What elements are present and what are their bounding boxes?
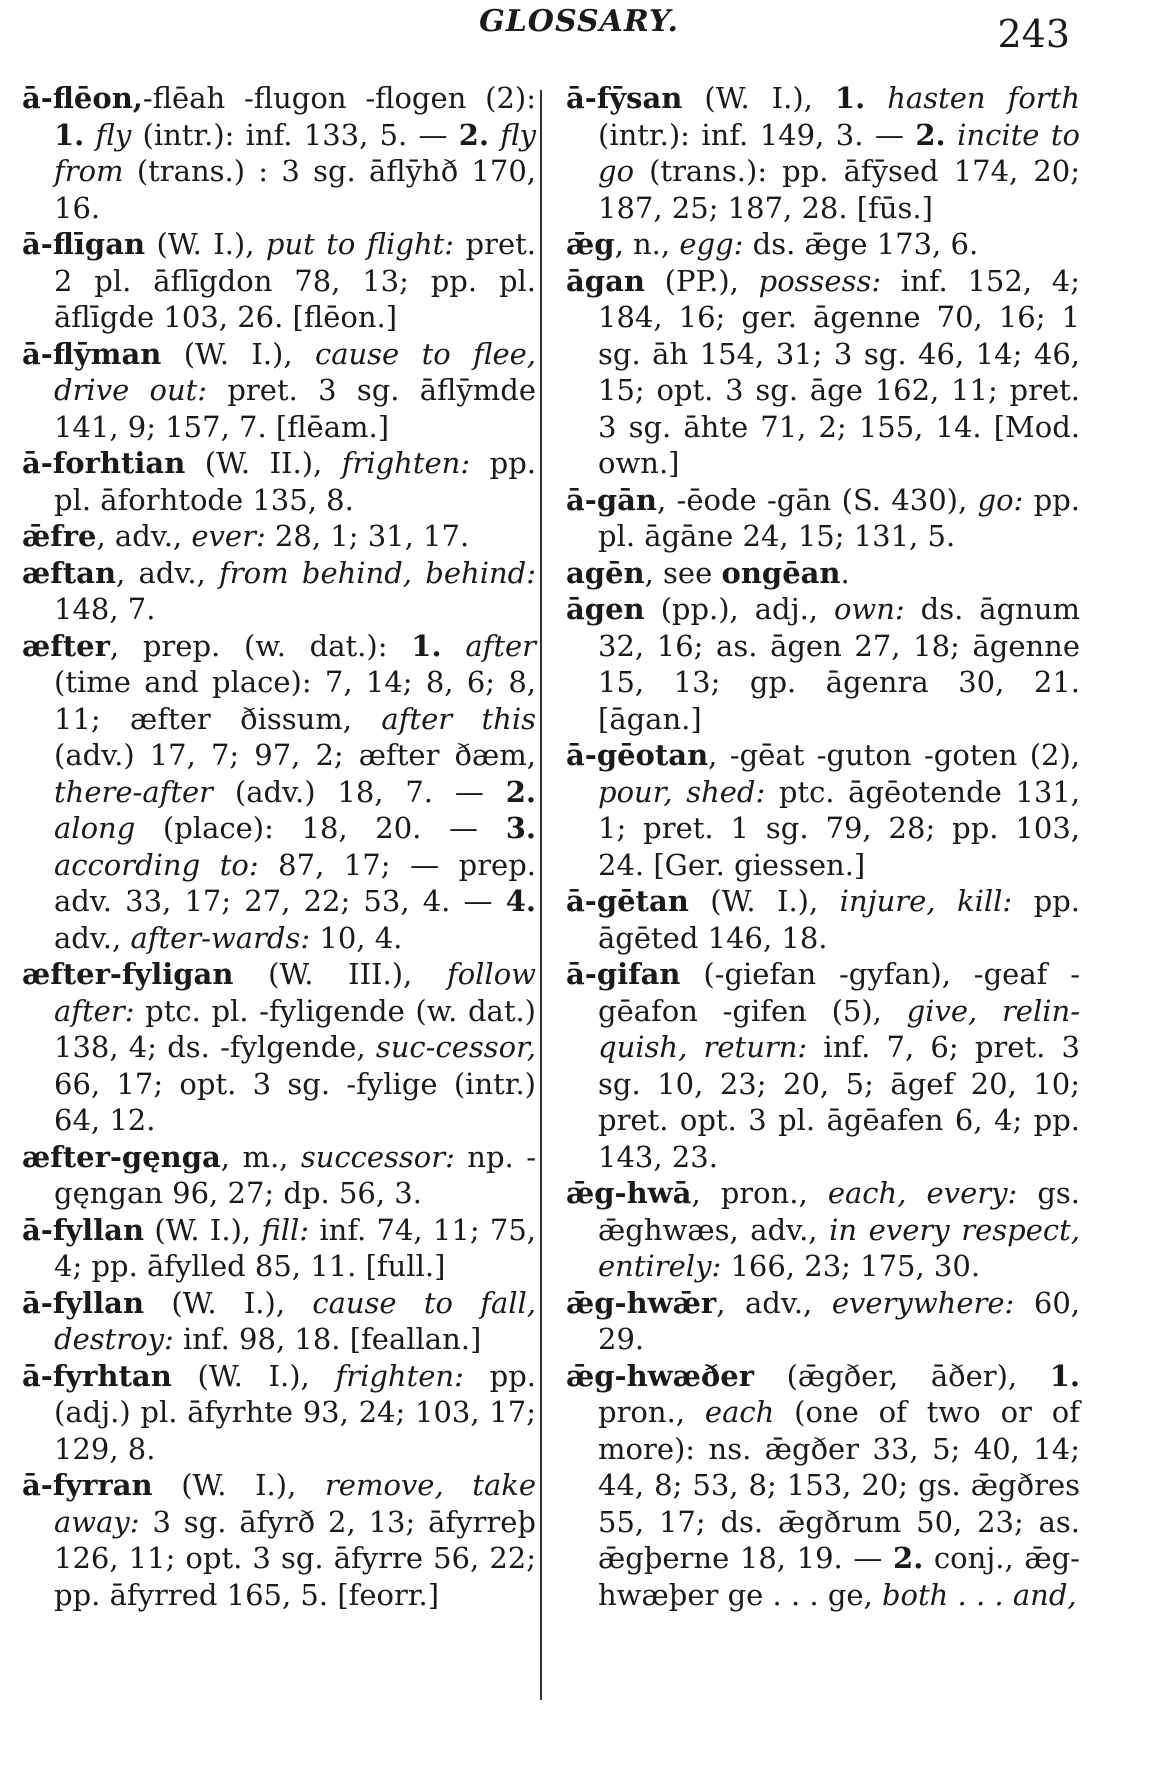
entry-text: (trans.): pp. āfȳsed 174, 20; 187, 25; 187, 28. [fūs.] <box>598 154 1080 225</box>
entry-text: there-after <box>54 774 214 809</box>
entry-text: cause to flee, drive out: <box>54 336 536 407</box>
entry-text: gs. ǣghwæs, adv., <box>598 1176 1081 1247</box>
entry-text: ever: <box>191 519 266 553</box>
entry-text: pret. 3 sg. āflȳmde 141, 9; 157, 7. [flēam.] <box>54 373 536 444</box>
entry-headword: ǣfre <box>22 519 97 553</box>
entry-headword: āgan <box>566 263 645 298</box>
entry-text <box>946 118 957 152</box>
entry-text: conj., ǣg-hwæþer ge . . . ge, <box>598 1541 1080 1612</box>
glossary-entry <box>22 518 536 555</box>
entry-text: ptc. āgēotende 131, 1; pret. 1 sg. 79, 28; pp. 103, 24. [Ger. giessen.] <box>598 774 1080 882</box>
entry-text: , m., <box>220 1139 301 1174</box>
glossary-entry <box>566 1175 1081 1285</box>
glossary-entry <box>566 883 1080 956</box>
entry-text: own: <box>833 592 905 626</box>
entry-text: 66, 17; opt. 3 sg. -fylige (intr.) 64, 12. <box>54 1066 536 1137</box>
entry-headword: ǣg-hwæðer <box>566 1358 754 1393</box>
entry-text: (W. I.), <box>171 1358 336 1393</box>
entry-text: (W. I.), <box>144 1212 262 1247</box>
entry-text: from behind, behind: <box>219 555 536 590</box>
glossary-entry <box>22 445 536 518</box>
entry-headword: æfter-fyligan <box>22 957 234 991</box>
glossary-entry <box>566 226 1080 263</box>
entry-text: 3 sg. āfyrð 2, 13; āfyrreþ 126, 11; opt. 3 sg. āfyrre 56, 22; pp. āfyrred 165, 5. [feorr.] <box>54 1504 536 1612</box>
entry-text: 3. <box>505 811 536 845</box>
entry-text: fly from <box>54 117 537 188</box>
glossary-entry <box>22 555 536 628</box>
entry-text: , pron., <box>691 1176 828 1210</box>
entry-text: (intr.): inf. 133, 5. — <box>131 117 459 152</box>
entry-text: 1. <box>834 81 866 115</box>
entry-text: adv., <box>54 920 131 955</box>
entry-text: 166, 23; 175, 30. <box>721 1249 981 1283</box>
entry-text: frighten: <box>341 446 471 480</box>
page-number: 243 <box>997 12 1070 56</box>
entry-text: , -ēode -gān (S. 430), <box>656 482 978 517</box>
entry-headword: æfter-gęnga <box>22 1139 221 1174</box>
glossary-entry <box>22 80 537 226</box>
entry-text: hasten forth <box>887 81 1080 115</box>
entry-text: put to flight: <box>265 227 455 261</box>
glossary-entry <box>566 737 1080 883</box>
entry-text: successor: <box>300 1139 455 1174</box>
glossary-entry <box>22 956 536 1139</box>
entry-headword: ā-flȳman <box>22 336 162 371</box>
entry-text: after <box>465 628 537 663</box>
entry-text <box>442 629 466 663</box>
glossary-entry <box>566 555 1080 592</box>
glossary-entry <box>22 1285 537 1358</box>
entry-text: (adv.) 18, 7. — <box>213 774 506 809</box>
column-divider <box>540 90 542 1700</box>
entry-text: (-giefan -gyfan), -geaf -gēafon -gifen (5), <box>598 957 1080 1028</box>
entry-text: 2. <box>915 117 946 152</box>
entry-headword: ā-fyrran <box>22 1468 153 1502</box>
glossary-entry <box>566 956 1080 1175</box>
entry-text: (pp.), adj., <box>644 592 834 626</box>
entry-text: according to: <box>54 847 259 882</box>
entry-text <box>489 118 500 152</box>
entry-text: (adv.) 17, 7; 97, 2; æfter ðæm, <box>54 738 536 772</box>
entry-text: pp. pl. āforhtode 135, 8. <box>54 446 536 517</box>
entry-text: (W. I.), <box>682 81 835 115</box>
entry-text: 1. <box>1049 1358 1080 1393</box>
entry-text: 2. <box>458 117 490 152</box>
entry-headword: ā-fyllan <box>22 1212 145 1247</box>
entry-text: -flēah -flugon -flogen (2): <box>142 81 536 115</box>
entry-text: ds. āgnum 32, 16; as. āgen 27, 18; āgenne 15, 13; gp. āgenra 30, 21. [āgan.] <box>598 592 1080 736</box>
entry-text: (W. I.), <box>161 336 315 371</box>
entry-text: 4. <box>505 884 536 918</box>
glossary-entry <box>22 226 536 336</box>
entry-text: both . . . and, <box>881 1577 1077 1612</box>
glossary-entry <box>22 1358 536 1468</box>
entry-headword: ā-gān <box>566 482 657 517</box>
entry-text: inf. 7, 6; pret. 3 sg. 10, 23; 20, 5; āgef 20, 10; pret. opt. 3 pl. āgēafen 6, 4; pp. 143, 23. <box>598 1030 1080 1174</box>
entry-text: ptc. pl. -fyligende (w. dat.) 138, 4; ds. -fylgende, <box>54 993 536 1064</box>
entry-text: 2. <box>505 774 536 809</box>
entry-text: (time and place): 7, 14; 8, 6; 8, 11; æfter ðissum, <box>54 665 536 736</box>
entry-text: 87, 17; — prep. adv. 33, 17; 27, 22; 53, 4. — <box>54 847 536 918</box>
entry-text: ongēan <box>721 555 841 590</box>
entry-text: , adv., <box>716 1285 832 1320</box>
entry-text: inf. 74, 11; 75, 4; pp. āfylled 85, 11. [full.] <box>54 1212 537 1283</box>
entry-text: np. -gęngan 96, 27; dp. 56, 3. <box>54 1139 536 1210</box>
entry-text: pp. (adj.) pl. āfyrhte 93, 24; 103, 17; 129, 8. <box>54 1358 536 1466</box>
entry-headword: ā-fyrhtan <box>22 1358 172 1393</box>
glossary-entry <box>22 1212 537 1285</box>
entry-text: (W. I.), <box>145 227 266 261</box>
entry-text: cause to fall, destroy: <box>54 1285 537 1356</box>
glossary-entry <box>22 1139 536 1212</box>
entry-text: (W. I.), <box>152 1468 325 1502</box>
running-header: GLOSSARY. <box>479 4 679 39</box>
entry-text: follow after: <box>54 957 536 1028</box>
entry-text: pret. 2 pl. āflīgdon 78, 13; pp. pl. āflīgde 103, 26. [flēon.] <box>54 227 536 334</box>
entry-headword: ā-gēotan <box>566 738 709 772</box>
entry-text: (W. II.), <box>185 446 342 480</box>
entry-text: 148, 7. <box>54 592 156 626</box>
entry-text: 10, 4. <box>310 920 403 955</box>
right-column <box>566 80 1080 1613</box>
entry-text: , see <box>644 555 722 590</box>
entry-text: , n., <box>614 227 680 261</box>
entry-text: pour, shed: <box>598 774 766 809</box>
entry-text: , -gēat -guton -goten (2), <box>708 738 1080 772</box>
entry-text: in every respect, entirely: <box>598 1212 1080 1283</box>
entry-headword: æfter <box>22 628 110 663</box>
entry-text: (W. I.), <box>688 884 840 918</box>
glossary-entry <box>22 628 537 957</box>
entry-text: each, every: <box>827 1176 1018 1210</box>
entry-text: everywhere: <box>831 1285 1015 1320</box>
entry-text: (W. III.), <box>233 957 447 991</box>
entry-text: . <box>840 555 850 590</box>
entry-text: 1. <box>54 117 85 152</box>
entry-text: pp. āgēted 146, 18. <box>598 884 1080 955</box>
left-column <box>22 80 536 1613</box>
entry-text: , adv., <box>116 555 220 590</box>
entry-headword: ā-fyllan <box>22 1285 145 1320</box>
entry-text: pp. pl. āgāne 24, 15; 131, 5. <box>598 482 1080 553</box>
entry-headword: ǣg <box>566 227 615 261</box>
entry-text: (W. I.), <box>144 1285 313 1320</box>
entry-headword: ā-gifan <box>566 957 681 991</box>
glossary-entry <box>566 1285 1080 1358</box>
entry-text: incite to go <box>598 117 1081 188</box>
entry-headword: ǣg-hwā <box>566 1176 692 1210</box>
entry-text: (intr.): inf. 149, 3. — <box>598 117 916 152</box>
entry-text: fly <box>95 117 132 152</box>
entry-text: injure, kill: <box>839 884 1013 918</box>
entry-text: , adv., <box>96 519 192 553</box>
entry-headword: ā-forhtian <box>22 446 186 480</box>
entry-text: along <box>54 811 136 845</box>
entry-text: suc-cessor, <box>375 1030 536 1064</box>
glossary-entry <box>566 80 1081 226</box>
entry-text: 28, 1; 31, 17. <box>265 519 470 553</box>
entry-text: 2. <box>893 1541 924 1575</box>
entry-text: (ǣgðer, āðer), <box>754 1358 1050 1393</box>
entry-headword: agēn <box>566 555 645 590</box>
glossary-entry <box>22 1467 536 1613</box>
entry-text: frighten: <box>335 1358 464 1393</box>
entry-headword: ā-flīgan <box>22 227 146 261</box>
entry-headword: ā-gētan <box>566 884 689 918</box>
glossary-entry <box>22 336 536 446</box>
entry-text: after this <box>381 701 536 736</box>
entry-text: inf. 152, 4; 184, 16; ger. āgenne 70, 16; 1 sg. āh 154, 31; 3 sg. 46, 14; 46, 15; opt. 3 sg. āge 162, 11; pret. 3 sg. āhte 71, 2; 155, 14. [Mod. own.] <box>598 263 1080 480</box>
entry-text: (trans.) : 3 sg. āflȳhð 170, 16. <box>54 154 536 225</box>
entry-text: possess: <box>758 263 882 298</box>
glossary-entry <box>566 1358 1081 1614</box>
entry-headword: ā-flēon, <box>22 81 143 115</box>
entry-text: each <box>704 1395 775 1429</box>
entry-text: go: <box>977 482 1024 517</box>
entry-text: fill: <box>261 1212 310 1247</box>
entry-text: (one of two or of more): ns. ǣgðer 33, 5; 40, 14; 44, 8; 53, 8; 153, 20; gs. ǣgðres 55, 17; ds. ǣgðrum 50, 23; as. ǣgþerne 18, 19. — <box>598 1395 1081 1575</box>
entry-text: pron., <box>598 1395 705 1429</box>
entry-headword: ā-fȳsan <box>566 81 683 115</box>
entry-text: egg: <box>679 227 744 261</box>
entry-text <box>84 118 95 152</box>
entry-text: give, relin-quish, return: <box>598 993 1080 1064</box>
entry-text: remove, take away: <box>54 1468 536 1539</box>
entry-text: 60, 29. <box>598 1285 1080 1356</box>
entry-text: (place): 18, 20. — <box>135 811 506 845</box>
glossary-entry <box>566 591 1080 737</box>
entry-text: inf. 98, 18. [feallan.] <box>173 1322 482 1356</box>
entry-text <box>865 81 887 115</box>
entry-text: ds. ǣge 173, 6. <box>743 227 979 261</box>
entry-headword: āgen <box>566 592 645 626</box>
entry-text: (PP.), <box>644 263 759 298</box>
entry-headword: ǣg-hwǣr <box>566 1285 717 1320</box>
entry-text: after-wards: <box>130 920 311 955</box>
entry-text: 1. <box>411 628 442 663</box>
entry-text: , prep. (w. dat.): <box>109 628 412 663</box>
entry-headword: æftan <box>22 555 117 590</box>
glossary-entry <box>566 482 1080 555</box>
glossary-entry <box>566 263 1080 482</box>
